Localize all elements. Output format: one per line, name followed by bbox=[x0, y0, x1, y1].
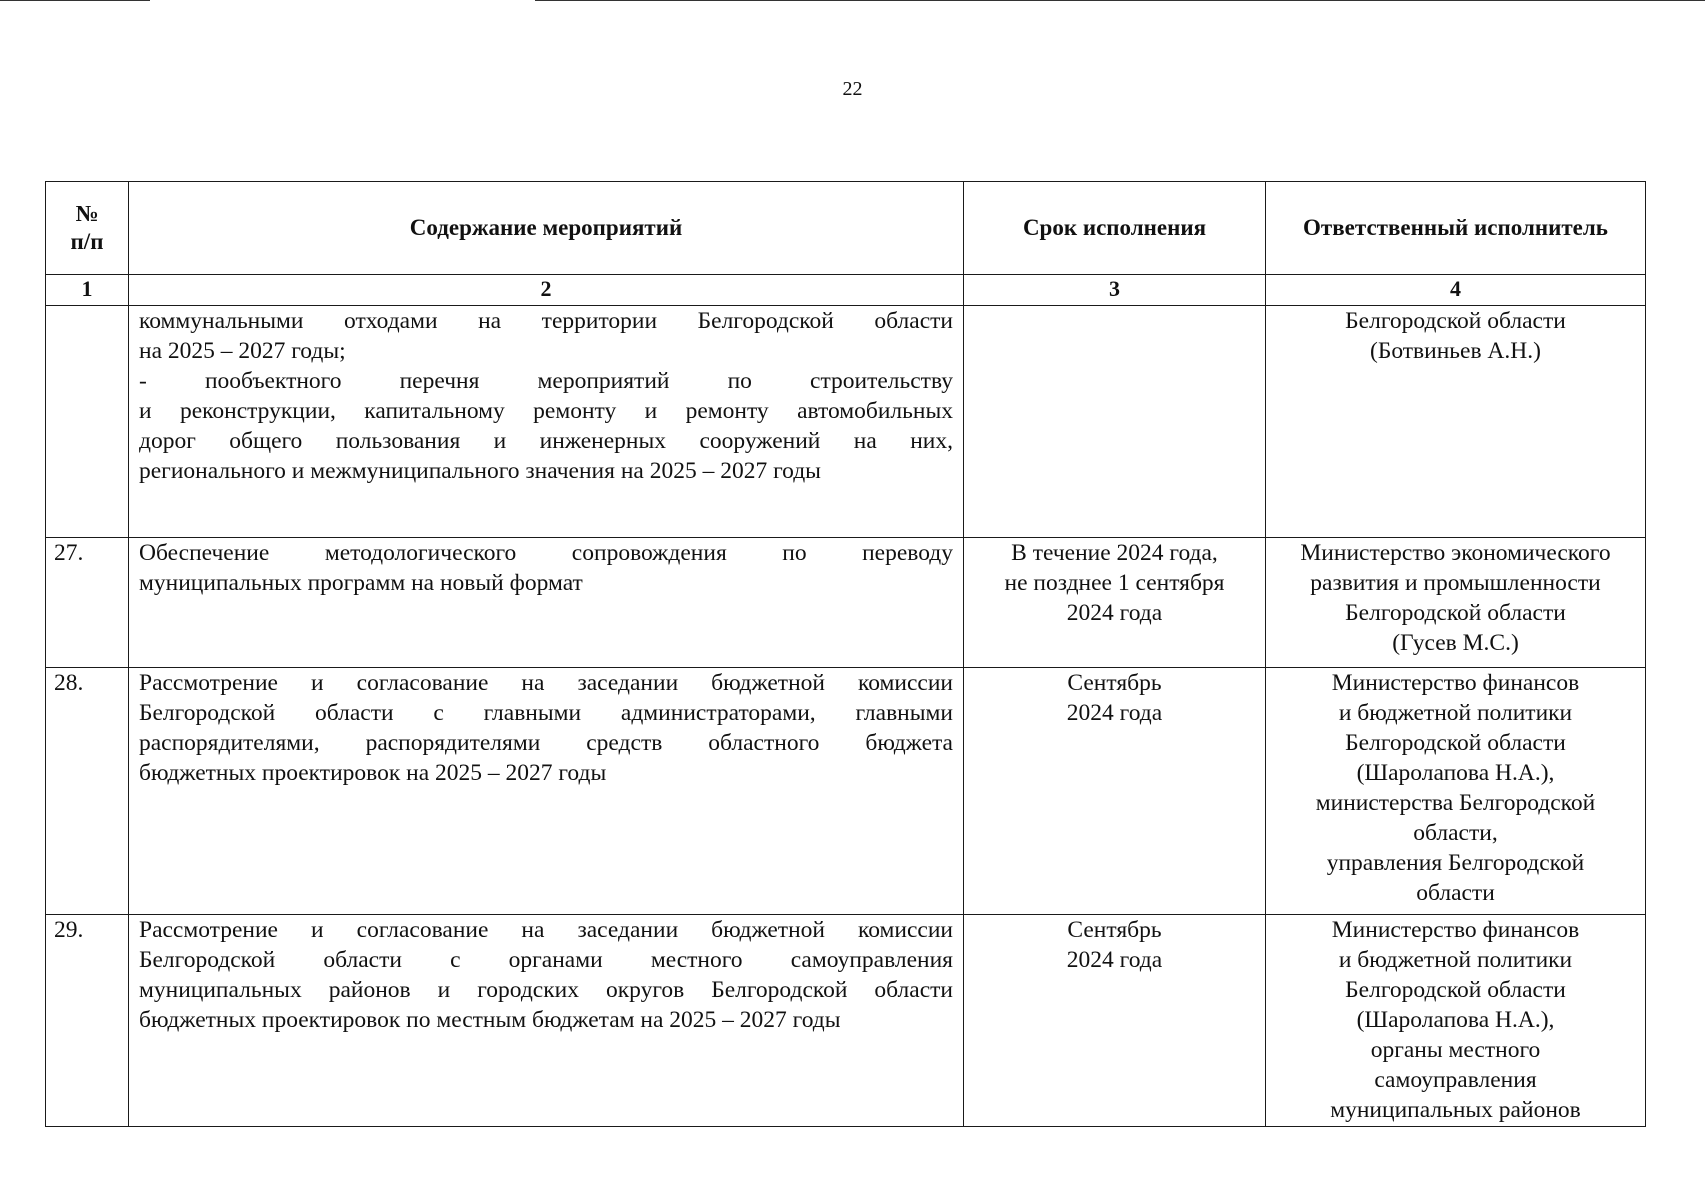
deadline-line: Сентябрь bbox=[1067, 917, 1162, 943]
row-deadline bbox=[964, 306, 1266, 538]
content-line: Рассмотрение и согласование на заседании бюджетной комиссии bbox=[139, 917, 953, 943]
content-line: муниципальных районов и городских округов Белгородской области bbox=[139, 977, 953, 1003]
content-line: коммунальными отходами на территории Белгородской области bbox=[139, 308, 953, 334]
responsible-line: (Шаролапова Н.А.), bbox=[1356, 760, 1555, 786]
row-number: 28. bbox=[46, 668, 129, 915]
content-line: Обеспечение методологического сопровождения по переводу bbox=[139, 540, 953, 566]
content-line: - пообъектного перечня мероприятий по строительству bbox=[139, 368, 953, 394]
header-num-line: п/п bbox=[70, 229, 104, 254]
row-content bbox=[129, 668, 964, 915]
deadline-line: 2024 года bbox=[1066, 700, 1163, 726]
row-content bbox=[129, 538, 964, 668]
responsible-line: Белгородской области bbox=[1345, 730, 1566, 756]
row-responsible bbox=[1266, 306, 1646, 538]
events-table bbox=[45, 181, 1646, 1127]
header-num-line: № bbox=[75, 201, 99, 226]
content-line: на 2025 – 2027 годы; bbox=[139, 338, 346, 364]
header-content: Содержание мероприятий bbox=[129, 182, 964, 275]
responsible-line: (Гусев М.С.) bbox=[1392, 630, 1519, 656]
responsible-line: (Шаролапова Н.А.), bbox=[1356, 1007, 1555, 1033]
content-line: Белгородской области с органами местного самоуправления bbox=[139, 947, 953, 973]
row-number bbox=[46, 306, 129, 538]
responsible-line: самоуправления bbox=[1374, 1067, 1537, 1093]
table-row bbox=[46, 668, 1646, 915]
content-line: бюджетных проектировок по местным бюджетам на 2025 – 2027 годы bbox=[139, 1007, 841, 1033]
content-line: бюджетных проектировок на 2025 – 2027 годы bbox=[139, 760, 607, 786]
responsible-line: области bbox=[1416, 880, 1495, 906]
content-line: регионального и межмуниципального значения на 2025 – 2027 годы bbox=[139, 458, 821, 484]
responsible-line: управления Белгородской bbox=[1326, 850, 1585, 876]
row-content bbox=[129, 915, 964, 1127]
column-number: 3 bbox=[964, 275, 1266, 306]
content-line: и реконструкции, капитальному ремонту и ремонту автомобильных bbox=[139, 398, 953, 424]
column-number: 4 bbox=[1266, 275, 1646, 306]
row-number: 29. bbox=[46, 915, 129, 1127]
responsible-line: Министерство финансов bbox=[1331, 917, 1580, 943]
column-number-row bbox=[46, 275, 1646, 306]
row-deadline bbox=[964, 538, 1266, 668]
row-responsible bbox=[1266, 668, 1646, 915]
row-responsible bbox=[1266, 915, 1646, 1127]
deadline-line: 2024 года bbox=[1066, 947, 1163, 973]
responsible-line: Белгородской области bbox=[1345, 308, 1566, 334]
responsible-line: муниципальных районов bbox=[1330, 1097, 1581, 1123]
deadline-line: не позднее 1 сентября bbox=[1004, 570, 1225, 596]
responsible-line: министерства Белгородской bbox=[1315, 790, 1596, 816]
top-edge-line-left bbox=[0, 0, 150, 1]
responsible-line: области, bbox=[1413, 820, 1498, 846]
responsible-line: и бюджетной политики bbox=[1338, 947, 1573, 973]
row-deadline bbox=[964, 915, 1266, 1127]
deadline-line: В течение 2024 года, bbox=[1011, 540, 1218, 566]
table-row bbox=[46, 915, 1646, 1127]
row-deadline bbox=[964, 668, 1266, 915]
header-num bbox=[46, 182, 129, 275]
responsible-line: и бюджетной политики bbox=[1338, 700, 1573, 726]
row-content bbox=[129, 306, 964, 538]
content-line: муниципальных программ на новый формат bbox=[139, 570, 583, 596]
content-line: Белгородской области с главными администраторами, главными bbox=[139, 700, 953, 726]
row-responsible bbox=[1266, 538, 1646, 668]
table-row bbox=[46, 306, 1646, 538]
deadline-line: Сентябрь bbox=[1067, 670, 1162, 696]
content-line: Рассмотрение и согласование на заседании бюджетной комиссии bbox=[139, 670, 953, 696]
responsible-line: органы местного bbox=[1370, 1037, 1541, 1063]
header-deadline: Срок исполнения bbox=[964, 182, 1266, 275]
responsible-line: развития и промышленности bbox=[1310, 570, 1601, 596]
table-row bbox=[46, 538, 1646, 668]
page-number: 22 bbox=[842, 78, 863, 100]
row-number: 27. bbox=[46, 538, 129, 668]
deadline-line: 2024 года bbox=[1066, 600, 1163, 626]
responsible-line: Министерство финансов bbox=[1331, 670, 1580, 696]
content-line: дорог общего пользования и инженерных сооружений на них, bbox=[139, 428, 953, 454]
responsible-line: (Ботвиньев А.Н.) bbox=[1370, 338, 1541, 364]
responsible-line: Белгородской области bbox=[1345, 600, 1566, 626]
column-number: 2 bbox=[129, 275, 964, 306]
header-responsible: Ответственный исполнитель bbox=[1266, 182, 1646, 275]
header-row bbox=[46, 182, 1646, 275]
column-number: 1 bbox=[46, 275, 129, 306]
responsible-line: Белгородской области bbox=[1345, 977, 1566, 1003]
responsible-line: Министерство экономического bbox=[1300, 540, 1611, 566]
top-edge-line-right bbox=[535, 0, 1705, 1]
content-line: распорядителями, распорядителями средств областного бюджета bbox=[139, 730, 953, 756]
